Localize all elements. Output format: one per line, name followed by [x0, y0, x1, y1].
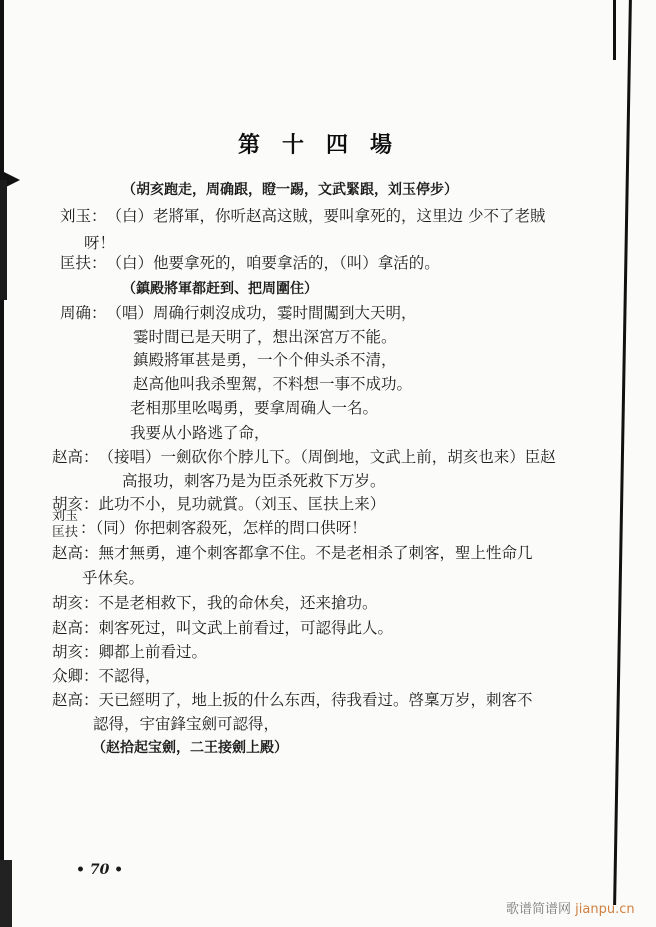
scan-edge-right [613, 0, 632, 905]
speaker: 胡亥： [52, 594, 99, 612]
sung-verse: 赵高他叫我杀聖駕，不料想一事不成功。 [133, 375, 413, 393]
speaker: 赵高： [52, 544, 99, 562]
speaker: 众卿： [52, 667, 99, 685]
dialogue-line: 胡亥：卿都上前看过。 [52, 643, 208, 661]
speaker: 胡亥： [52, 643, 99, 661]
scan-edge-mark [0, 860, 12, 927]
sung-verse: 老相那里吆喝勇，要拿周确人一名。 [130, 399, 379, 417]
speaker: 周确： [60, 304, 107, 322]
dialogue-line: 胡亥：不是老相救下，我的命休矣，还来搶功。 [52, 594, 378, 612]
dialogue-line: 刘玉：（白）老將軍，你听赵高这賊，要叫拿死的，这里边 少不了老賊 [60, 207, 546, 225]
stage-direction: （鎮殿將軍都赶到、把周圍住） [122, 281, 318, 297]
watermark-url: jianpu.cn [575, 902, 635, 917]
sung-verse: 鎮殿將軍甚是勇，一个个伸头杀不清， [133, 351, 397, 369]
dialogue-line: 众卿：不認得， [52, 667, 161, 685]
dialogue-line: ：（同）你把刺客殺死，怎样的問口供呀！ [80, 519, 367, 537]
dialogue-line: 匡扶：（白）他要拿死的，咱要拿活的，（叫）拿活的。 [60, 254, 440, 272]
speaker: 胡亥： [52, 495, 99, 513]
sung-verse: 我要从小路逃了命， [130, 424, 270, 442]
dialogue-continuation: 高报功，刺客乃是为臣杀死救下万岁。 [122, 472, 386, 490]
dialogue-line: 赵高：刺客死过，叫文武上前看过，可認得此人。 [52, 619, 394, 637]
dialogue-continuation: 乎休矣。 [82, 569, 145, 587]
watermark [506, 898, 635, 917]
scan-edge-mark [0, 180, 7, 300]
page-number: • 70 • [76, 862, 124, 878]
scan-edge-left [0, 0, 4, 927]
dialogue-line: 赵高：（接唱）一劍砍你个脖儿下。（周倒地，文武上前，胡亥也来）臣赵 [52, 448, 556, 466]
speaker: 赵高： [52, 691, 99, 709]
dialogue-line: 周确：（唱）周确行刺沒成功，霎时間闖到大天明， [60, 304, 417, 322]
speaker: 赵高： [52, 448, 99, 466]
stage-direction: （赵拾起宝劍，二王接劍上殿） [92, 740, 288, 756]
speaker: 刘玉 [52, 509, 79, 524]
page-title: 第十四場 [238, 133, 415, 158]
dialogue-line: 胡亥：此功不小，見功就賞。（刘玉、匡扶上来） [52, 495, 386, 513]
speaker: 刘玉： [60, 207, 107, 225]
dialogue-line: 赵高：無才無勇，連个刺客都拿不住。不是老相杀了刺客，聖上性命几 [52, 544, 533, 562]
speaker: 匡扶 [52, 525, 79, 540]
stage-direction: （胡亥跑走，周确跟，瞪一踢，文武緊跟，刘玉停步） [122, 182, 458, 198]
watermark-text: 歌谱简谱网 [506, 902, 572, 917]
speaker: 匡扶： [60, 254, 107, 272]
speaker: 赵高： [52, 619, 99, 637]
sung-verse: 霎时間已是天明了，想出深宮万不能。 [133, 328, 397, 346]
scan-edge-right [613, 0, 616, 60]
speaker-stack [52, 510, 78, 539]
dialogue-line: 赵高：天已經明了，地上扳的什么东西，待我看过。啓稟万岁，刺客不 [52, 691, 533, 709]
dialogue-continuation: 呀！ [84, 234, 116, 252]
dialogue-continuation: 認得，宇宙鋒宝劍可認得， [93, 715, 280, 733]
